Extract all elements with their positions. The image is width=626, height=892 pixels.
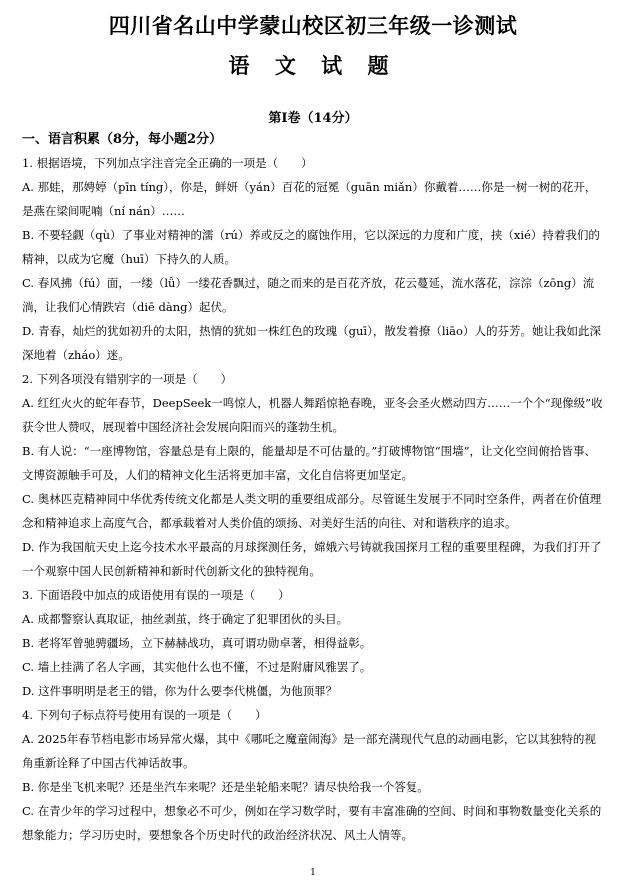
option-c: C. 在青少年的学习过程中，想象必不可少，例如在学习数学时，要有丰富准确的空间、时间和事物数量变化关系的想象能力；学习历史时，要想象各个历史时代的政治经济状况、风土人情等。 [22,804,602,842]
question-1 [22,151,606,367]
option-d: D. 这件事明明是老王的错，你为什么要李代桃僵，为他顶罪？ [22,684,338,698]
option-a: A. 2025年春节档电影市场异常火爆，其中《哪吒之魔童闹海》是一部充满现代气息的动画电影，它以其独特的视角重新诠释了中国古代神话故事。 [22,732,596,770]
option-c: C. 春风拂（fú）面，一缕（lǚ）一缕花香飘过，随之而来的是百花齐放，花云蔓延，流水落花，淙淙（zōng）流淌，让我们心情跌宕（diē dàng）起伏。 [22,276,595,314]
question-stem: 3. 下面语段中加点的成语使用有误的一项是（ ） [22,588,290,602]
question-2 [22,367,606,583]
question-stem: 4. 下列句子标点符号使用有误的一项是（ ） [22,708,267,722]
option-c: C. 墙上挂满了名人字画，其实他什么也不懂，不过是附庸风雅罢了。 [22,660,372,674]
question-stem: 1. 根据语境，下列加点字注音完全正确的一项是（ ） [22,156,313,170]
option-d: D. 作为我国航天史上迄今技术水平最高的月球探测任务，嫦娥六号铸就我国探月工程的重要里程碑，为我们打开了一个观察中国人民创新精神和新时代创新文化的独特视角。 [22,540,602,578]
option-c: C. 奥林匹克精神同中华优秀传统文化都是人类文明的重要组成部分。尽管诞生发展于不同时空条件，两者在价值理念和精神追求上高度气合，都承载着对人类价值的颂扬、对美好生活的向往、对和谐秩序的追求。 [22,492,602,530]
option-b: B. 有人说：“一座博物馆，容量总是有上限的，能量却是不可估量的。”打破博物馆“围墙”，让文化空间俯拾皆事、文博资源触手可及，人们的精神文化生活将更加丰富，文化自信将更加坚定。 [22,444,597,482]
question-4 [22,703,606,847]
option-a: A. 那蛙，那娉婷（pīn tíng），你是，鲜妍（yán）百花的冠冕（guān miǎn）你戴着……你是一树一树的花开，是燕在梁间呢喃（ní nán）…… [22,180,597,218]
school-title: 四川省名山中学蒙山校区初三年级一诊测试 [108,13,518,38]
questions-body [22,151,606,847]
option-a: A. 红红火火的蛇年春节，DeepSeek一鸣惊人，机器人舞蹈惊艳春晚，亚冬会圣火燃动四方……一个个“现像级”收获令世人赞叹，展现着中国经济社会发展向阳而兴的蓬勃生机。 [22,396,603,434]
subject-title: 语 文 试 题 [228,53,398,78]
option-a: A. 成都警察认真取证，抽丝剥茧，终于确定了犯罪团伙的头目。 [22,612,349,626]
option-b: B. 不要轻觑（qù）了事业对精神的濡（rú）养或反之的腐蚀作用，它以深远的力度和广度，挟（xié）持着我们的精神，以成为它魔（huī）下持久的人质。 [22,228,600,266]
page-number: 1 [310,868,316,878]
question-stem: 2. 下列各项没有错别字的一项是（ ） [22,372,233,386]
part-title: 第Ⅰ卷（14分） [268,111,358,126]
section-title: 一、语言积累（8分，每小题2分） [22,132,223,147]
option-b: B. 你是坐飞机来呢？还是坐汽车来呢？还是坐轮船来呢？请尽快给我一个答复。 [22,780,429,794]
option-b: B. 老将军曾驰骋疆场，立下赫赫战功，真可谓功勋卓著，相得益彰。 [22,636,372,650]
option-d: D. 青春，灿烂的犹如初升的太阳，热情的犹如一株红色的玫瑰（guī），散发着撩（liāo）人的芬芳。她让我如此深深地着（zháo）迷。 [22,324,601,362]
question-3 [22,583,606,703]
